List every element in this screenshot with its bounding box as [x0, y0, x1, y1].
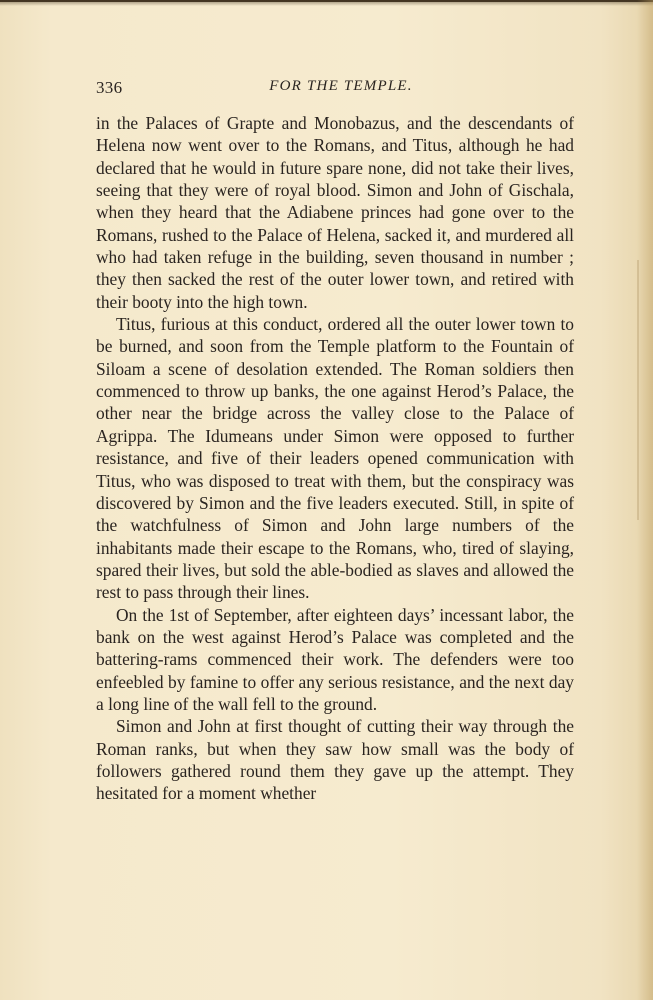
- page-edge-mark: [637, 260, 639, 520]
- top-edge-shadow: [0, 0, 653, 6]
- running-title: FOR THE TEMPLE.: [269, 78, 413, 94]
- paragraph-1: in the Palaces of Grapte and Monobazus, and the descendants of Helena now went over to the Romans, and Titus, although he had declared that he would in future spare none, did not take their lives, seeing that they were of royal blood. Simon and John of Gischala, when they heard that the Adiabene princes had gone over to the Romans, rushed to the Palace of Helena, sacked it, and murdered all who had taken refuge in the building, seven thousand in number ; they then sacked the rest of the outer lower town, and retired with their booty into the high town.: [96, 113, 574, 312]
- paragraph-3: On the 1st of September, after eighteen days’ incessant labor, the bank on the west against Herod’s Palace was completed and the battering-rams commenced their work. The defenders were too enfeebled by famine to offer any serious resistance, and the next day a long line of the wall fell to the ground.: [96, 604, 574, 714]
- body-text: [96, 112, 574, 805]
- page-number: 336: [96, 78, 123, 97]
- page-right-edge: [637, 0, 653, 1000]
- running-header: [96, 78, 586, 102]
- paragraph-4: Simon and John at first thought of cutting their way through the Roman ranks, but when they saw how small was the body of followers gathered round them they gave up the attempt. They hesitated for a moment whether: [96, 716, 574, 804]
- paragraph-2: Titus, furious at this conduct, ordered all the outer lower town to be burned, and soon from the Temple platform to the Fountain of Siloam a scene of desolation extended. The Roman soldiers then commenced to throw up banks, the one against Herod’s Palace, the other near the bridge across the valley close to the Palace of Agrippa. The Idumeans under Simon were opposed to further resistance, and five of their leaders opened communication with Titus, who was disposed to treat with them, but the conspiracy was discovered by Simon and the five leaders executed. Still, in spite of the watchfulness of Simon and John large numbers of the inhabitants made their escape to the Romans, who, tired of slaying, spared their lives, but sold the able-bodied as slaves and allowed the rest to pass through their lines.: [96, 314, 574, 603]
